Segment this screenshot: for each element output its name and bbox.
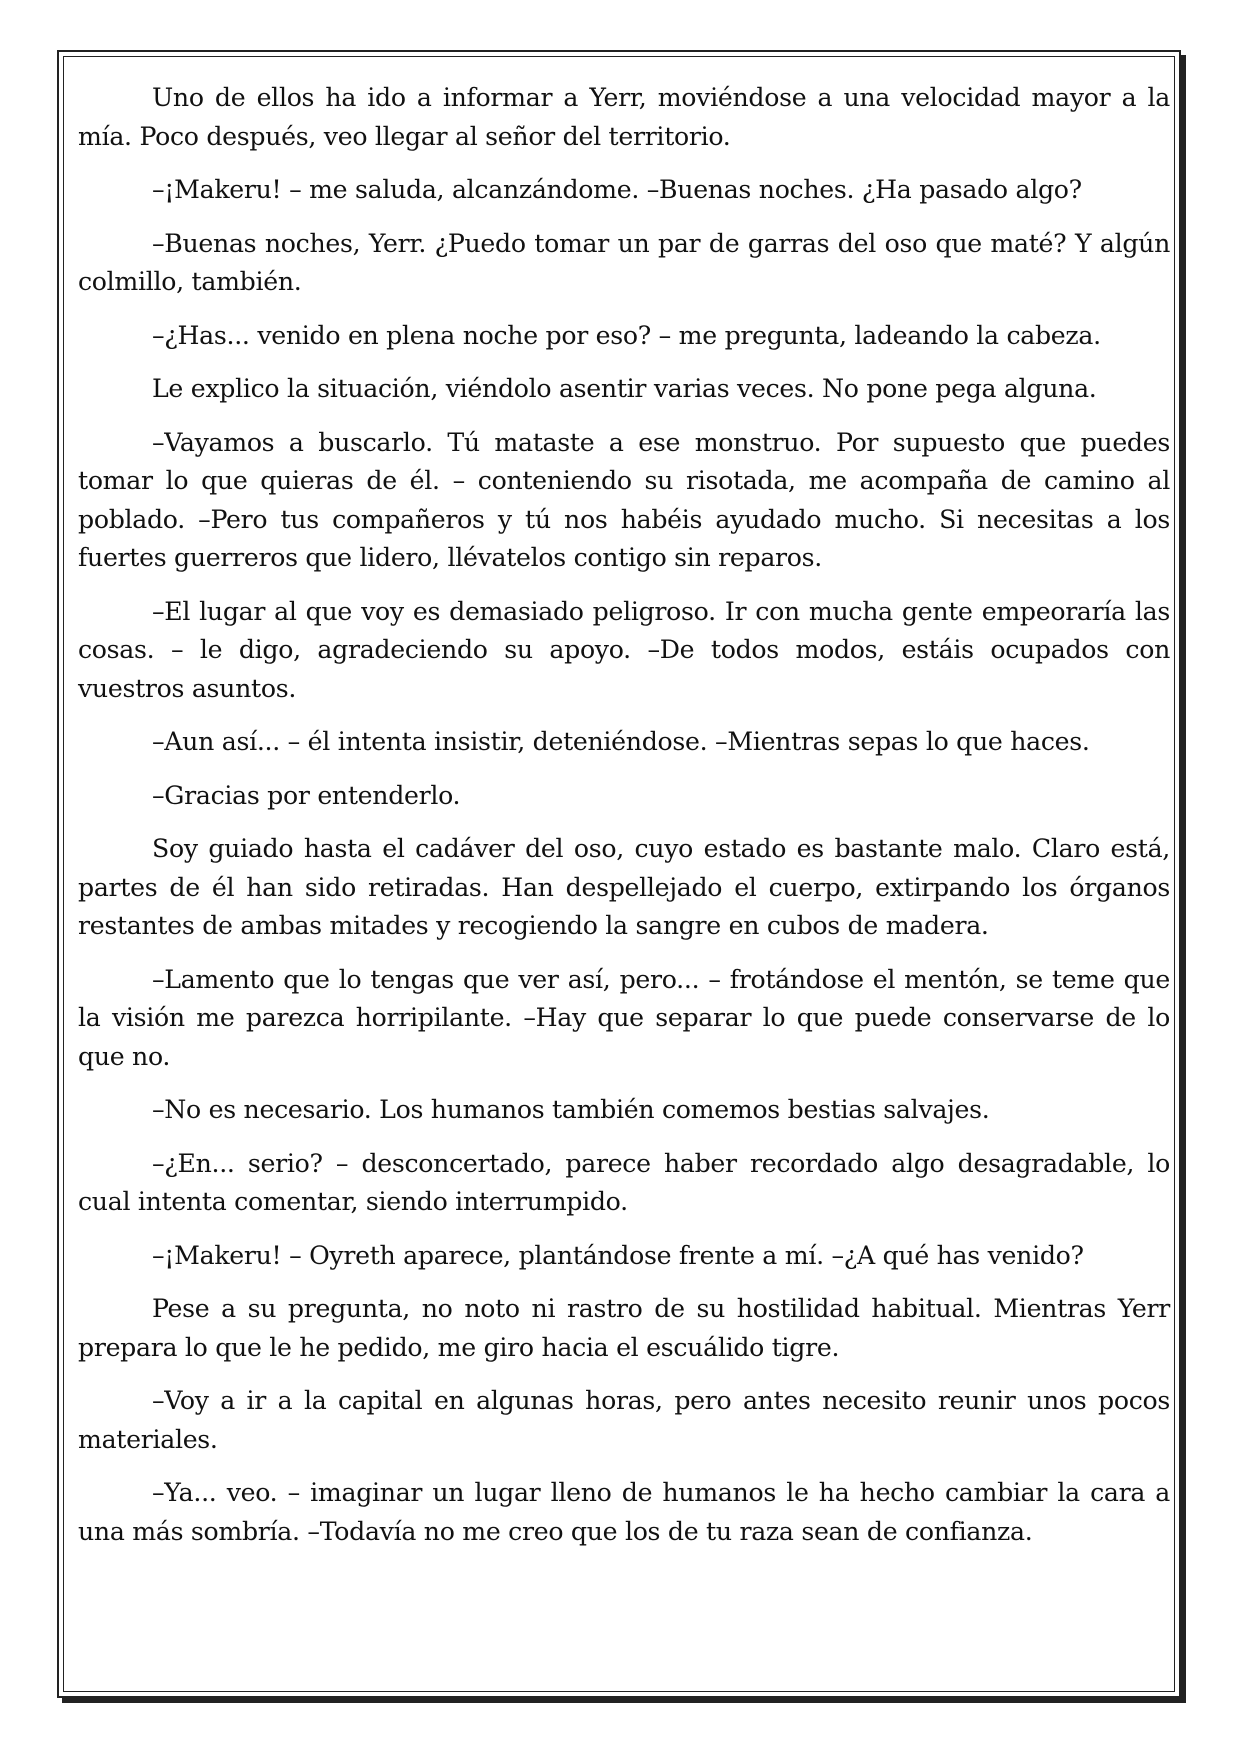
- paragraph: Soy guiado hasta el cadáver del oso, cuyo estado es bastante malo. Claro está, partes de él han sido retiradas. Han despellejado el cuerpo, extirpando los órganos restantes de ambas mitades y recogiendo la sangre en cubos de madera.: [78, 834, 1170, 940]
- paragraph: –Buenas noches, Yerr. ¿Puedo tomar un par de garras del oso que maté? Y algún colmillo, también.: [78, 228, 1170, 296]
- text-body: [78, 79, 1170, 1566]
- paragraph: Uno de ellos ha ido a informar a Yerr, moviéndose a una velocidad mayor a la mía. Poco después, veo llegar al señor del territorio.: [78, 83, 1170, 151]
- paragraph: –Gracias por entenderlo.: [152, 780, 461, 810]
- paragraph: –Aun así... – él intenta insistir, deteniéndose. –Mientras sepas lo que haces.: [152, 727, 1090, 756]
- paragraph: –Ya... veo. – imaginar un lugar lleno de humanos le ha hecho cambiar la cara a una más sombría. –Todavía no me creo que los de tu raza sean de confianza.: [78, 1478, 1170, 1546]
- paragraph: Pese a su pregunta, no noto ni rastro de su hostilidad habitual. Mientras Yerr prepara lo que le he pedido, me giro hacia el escuálido tigre.: [78, 1294, 1170, 1362]
- paragraph: Le explico la situación, viéndolo asentir varias veces. No pone pega alguna.: [152, 374, 1097, 403]
- paragraph: –¡Makeru! – me saluda, alcanzándome. –Buenas noches. ¿Ha pasado algo?: [152, 175, 1082, 204]
- paragraph: –¿Has... venido en plena noche por eso? – me pregunta, ladeando la cabeza.: [152, 320, 1101, 350]
- paragraph: –Lamento que lo tengas que ver así, pero... – frotándose el mentón, se teme que la visión me parezca horripilante. –Hay que separar lo que puede conservarse de lo que no.: [78, 964, 1170, 1071]
- paragraph: –No es necesario. Los humanos también comemos bestias salvajes.: [152, 1095, 990, 1124]
- paragraph: –Voy a ir a la capital en algunas horas, pero antes necesito reunir unos pocos materiales.: [78, 1386, 1170, 1454]
- page-inner-border: [63, 56, 1175, 1692]
- page-frame: [57, 50, 1181, 1698]
- paragraph: –¡Makeru! – Oyreth aparece, plantándose frente a mí. –¿A qué has venido?: [152, 1240, 1084, 1270]
- paragraph: –El lugar al que voy es demasiado peligroso. Ir con mucha gente empeoraría las cosas. – le digo, agradeciendo su apoyo. –De todos modos, estáis ocupados con vuestros asuntos.: [78, 596, 1170, 703]
- paragraph: –Vayamos a buscarlo. Tú mataste a ese monstruo. Por supuesto que puedes tomar lo que quieras de él. – conteniendo su risotada, me acompaña de camino al poblado. –Pero tus compañeros y tú nos habéis ayudado mucho. Si necesitas a los fuertes guerreros que lidero, llévatelos contigo sin reparos.: [78, 427, 1170, 572]
- paragraph: –¿En... serio? – desconcertado, parece haber recordado algo desagradable, lo cual intenta comentar, siendo interrumpido.: [78, 1148, 1170, 1216]
